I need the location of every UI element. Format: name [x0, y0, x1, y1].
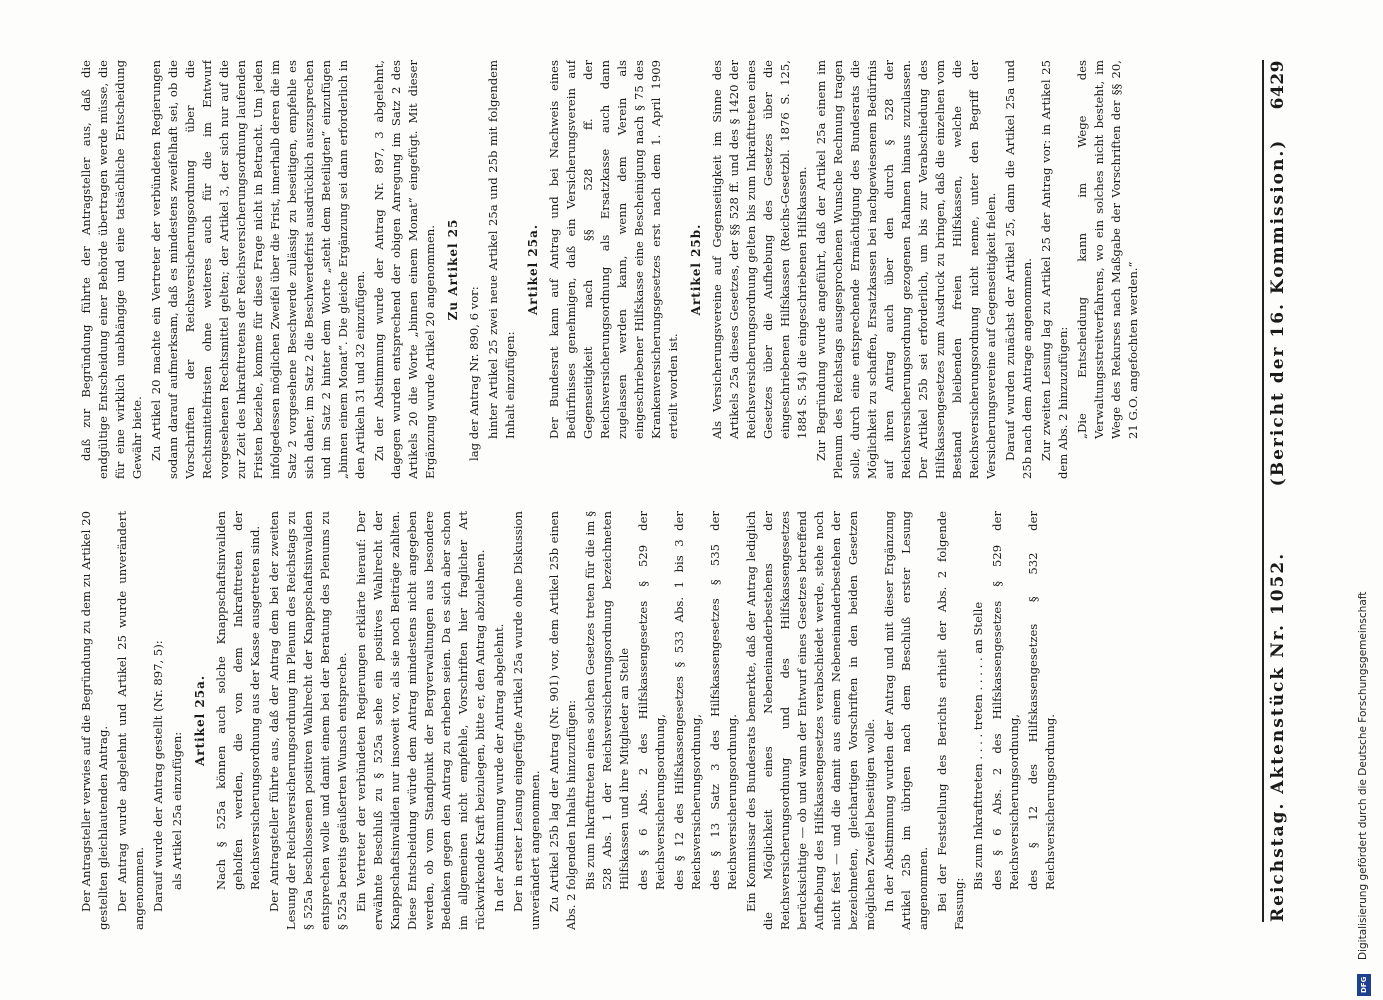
paragraph: des § 12 des Hilfskassengesetzes § 532 der Reichsversicherungsordnung.: [1026, 511, 1057, 890]
page-number: 6429: [1268, 59, 1288, 110]
section-heading: Artikel 25a.: [193, 674, 207, 767]
paragraph: Als Versicherungsvereine auf Gegenseitigkeit im Sinne des Artikels 25a dieses Gesetzes, der §§ 528 ff. und des § 1420 der Reichsversicherungsordnung gelten bis zum Inkrafttreten eines Gesetzes über die Aufhebung des Gesetzes über die eingeschriebenen Hilfskassen (Reichs-Gesetzbl. 1876 S. 125, 1884 S. 54) die eingeschriebenen Hilfskassen.: [710, 60, 809, 439]
paragraph: Darauf wurde der Antrag gestellt (Nr. 897, 5):: [151, 640, 165, 912]
paragraph: hinter Artikel 25 zwei neue Artikel 25a und 25b mit folgendem Inhalt einzufügen:: [486, 60, 517, 439]
text-columns: [78, 60, 1253, 930]
section-heading: Artikel 25b.: [689, 223, 703, 316]
paragraph: Zur zweiten Lesung lag zu Artikel 25 der Antrag vor: in Artikel 25 dem Abs. 2 hinzuzufügen:: [1039, 60, 1070, 479]
side-credit-strip: [1353, 0, 1375, 1000]
paragraph: daß zur Begründung führte der Antragsteller aus, daß die endgültige Entscheidung einer Behörde übertragen werde müsse, die für eine wirklich unabhängige und eine tatsächliche Entscheidung Gewähr biete.: [79, 60, 144, 479]
header-middle: (Bericht der 16. Kommission.): [1268, 138, 1288, 487]
paragraph: Der Antragsteller verwies auf die Begründung zu dem zu Artikel 20 gestellten gleichlautenden Antrag.: [79, 511, 110, 930]
paragraph: des § 12 des Hilfskassengesetzes § 533 Abs. 1 bis 3 der Reichsversicherungsordnung,: [672, 511, 703, 890]
paragraph: lag der Antrag Nr. 890, 6 vor:: [467, 286, 481, 461]
paragraph: Bis zum Inkrafttreten . . . . treten . . . . . an Stelle: [971, 601, 985, 890]
column-left: [78, 60, 1253, 479]
paragraph: des § 13 Satz 3 des Hilfskassengesetzes § 535 der Reichsversicherungsordnung.: [708, 511, 739, 890]
column-right: [78, 511, 1253, 930]
section-heading: Artikel 25a.: [526, 223, 540, 316]
dfg-logo: DFG: [1357, 974, 1371, 996]
page-header: [1268, 60, 1288, 922]
paragraph: Zu der Abstimmung wurde der Antrag Nr. 897, 3 abgelehnt, dagegen wurden entsprechend der obigen Anregung im Satz 2 des Artikels 20 die Worte „binnen einem Monat“ eingefügt. Mit dieser Ergänzung wurde Artikel 20 angenommen.: [372, 60, 437, 479]
paragraph: In der Abstimmung wurde der Antrag abgelehnt.: [492, 623, 506, 912]
paragraph: Nach § 525a können auch solche Knappschaftsinvaliden geholfen werden, die von dem Inkrafttreten der Reichsversicherungsordnung aus der Kasse ausgetreten sind.: [214, 511, 262, 890]
paragraph: Darauf wurden zunächst der Artikel 25, dann die Artikel 25a und 25b nach dem Antrage angenommen.: [1003, 60, 1034, 479]
paragraph: Ein Kommissar des Bundesrats bemerkte, daß der Antrag lediglich die Möglichkeit eines Nebeneinanderbestehens der Reichsversicherungsordnung und des Hilfskassengesetzes berücksichtige — ob und wann der Entwurf eines Gesetzes betreffend Aufhebung des Hilfskassengesetzes verabschiedet werde, stehe noch nicht fest — und die damit aus einem Nebeneinanderbestehen der bezeichneten, gleichartigen Vorschriften in den beiden Gesetzen möglichen Zweifel beseitigen wolle.: [744, 511, 877, 930]
paragraph: Der Bundesrat kann auf Antrag und bei Nachweis eines Bedürfnisses genehmigen, daß ein Versicherungsverein auf Gegenseitigkeit nach §§ 528 ff. der Reichsversicherungsordnung als Ersatzkasse auch dann zugelassen werden kann, wenn dem Verein als eingeschriebener Hilfskasse eine Bescheinigung nach § 75 des Krankenversicherungsgesetzes erst nach dem 1. April 1909 erteilt worden ist.: [547, 60, 680, 439]
header-left: Reichstag. Aktenstück Nr. 1052.: [1268, 551, 1288, 922]
paragraph: „Die Entscheidung kann im Wege des Verwaltungsstreitverfahrens, wo ein solches nicht besteht, im Wege des Rekurses nach Maßgabe der Vorschriften der §§ 20, 21 G.O. angefochten werden.“: [1075, 60, 1140, 439]
paragraph: Ein Vertreter der verbündeten Regierungen erklärte hierauf: Der erwähnte Beschluß zu § 525a sehe ein positives Wahlrecht der Knappschaftsinvaliden nur insoweit vor, als sie noch Beiträge zahlten. Diese Entscheidung würde dem Antrag mindestens nicht angegeben werden, ob vom Standpunkt der Bergverwaltungen aus besondere Bedenken gegen den Antrag zu erheben seien. Da es sich aber schon im allgemeinen nicht empfehle, Vorschriften hier fraglicher Art rückwirkende Kraft beizulegen, bitte er, den Antrag abzulehnen.: [354, 511, 487, 930]
paragraph: Zur Begründung wurde angeführt, daß der Artikel 25a einem im Plenum des Reichstags ausgesprochenen Wunsche Rechnung tragen solle, durch eine entsprechende Ermächtigung des Bundesrats die Möglichkeit zu schaffen, Ersatzkassen bei nachgewiesenem Bedürfnis auf ihren Antrag auch über den durch § 528 der Reichsversicherungsordnung gezogenen Rahmen hinaus zuzulassen. Der Artikel 25b sei erforderlich, um bis zur Verabschiedung des Hilfskassengesetzes zum Ausdruck zu bringen, daß die einzelnen vom Bestand bleibenden freien Hilfskassen, welche die Reichsversicherungsordnung nicht nenne, unter den Begriff der Versicherungsvereine auf Gegenseitigkeit fielen.: [814, 60, 998, 479]
paragraph: als Artikel 25a einzufügen:: [170, 731, 184, 890]
section-heading: Zu Artikel 25: [446, 218, 460, 321]
paragraph: Zu Artikel 20 machte ein Vertreter der verbündeten Regierungen sodann darauf aufmerksam, daß es mindestens zweifelhaft sei, ob die Vorschriften der Reichsversicherungsordnung über die Rechtsmittelfristen ohne weiteres auch für die im Entwurf vorgesehenen Rechtsmittel gelten; der Artikel 3, der sich nur auf die zur Zeit des Inkrafttretens der Reichsversicherungsordnung laufenden Fristen beziehe, komme für diese Frage nicht in Betracht. Um jeden infolgedessen möglichen Zweifel über die Frist, innerhalb deren die im Satz 2 vorgesehene Beschwerde zulässig zu beseitigen, empfehle es sich daher, im Satz 2 die Beschwerdefrist ausdrücklich auszusprechen und im Satz 2 hinter dem Worte „steht dem Beteiligten“ einzufügen „binnen einem Monat“. Die gleiche Ergänzung sei dann erforderlich in den Artikeln 31 und 32 einzufügen.: [149, 60, 367, 479]
paragraph: Der Antragsteller führte aus, daß der Antrag dem bei der zweiten Lesung der Reichsversicherungsordnung im Plenum des Reichstags zu § 525a beschlossenen positiven Wahlrecht der Knappschaftsinvaliden entsprechen wolle und damit einem bei der Beratung des Plenums zu § 525a bereits geäußerten Wunsch entspreche.: [267, 511, 349, 930]
paragraph: Der Antrag wurde abgelehnt und Artikel 25 wurde unverändert angenommen.: [115, 511, 146, 930]
paragraph: des § 6 Abs. 2 des Hilfskassengesetzes § 529 der Reichsversicherungsordnung,: [636, 511, 667, 890]
side-credit: Digitalisierung gefördert durch die Deutsche Forschungsgemeinschaft: [1357, 591, 1369, 960]
paragraph: In der Abstimmung wurden der Antrag und mit dieser Ergänzung Artikel 25b im übrigen nach dem Beschluß erster Lesung angenommen.: [882, 511, 930, 930]
header-rule: [1262, 60, 1264, 922]
paragraph: Bei der Feststellung des Berichts erhielt der Abs. 2 folgende Fassung:: [935, 511, 966, 930]
paragraph: Der in erster Lesung eingefügte Artikel 25a wurde ohne Diskussion unverändert angenommen.: [511, 511, 542, 930]
paragraph: Zu Artikel 25b lag der Antrag (Nr. 901) vor, dem Artikel 25b einen Abs. 2 folgenden Inhalts hinzuzufügen:: [547, 511, 578, 930]
paragraph: Bis zum Inkrafttreten eines solchen Gesetzes treten für die im § 528 Abs. 1 der Reichsversicherungsordnung bezeichneten Hilfskassen und ihre Mitglieder an Stelle: [583, 511, 631, 890]
paragraph: des § 6 Abs. 2 des Hilfskassengesetzes § 529 der Reichsversicherungsordnung,: [990, 511, 1021, 890]
